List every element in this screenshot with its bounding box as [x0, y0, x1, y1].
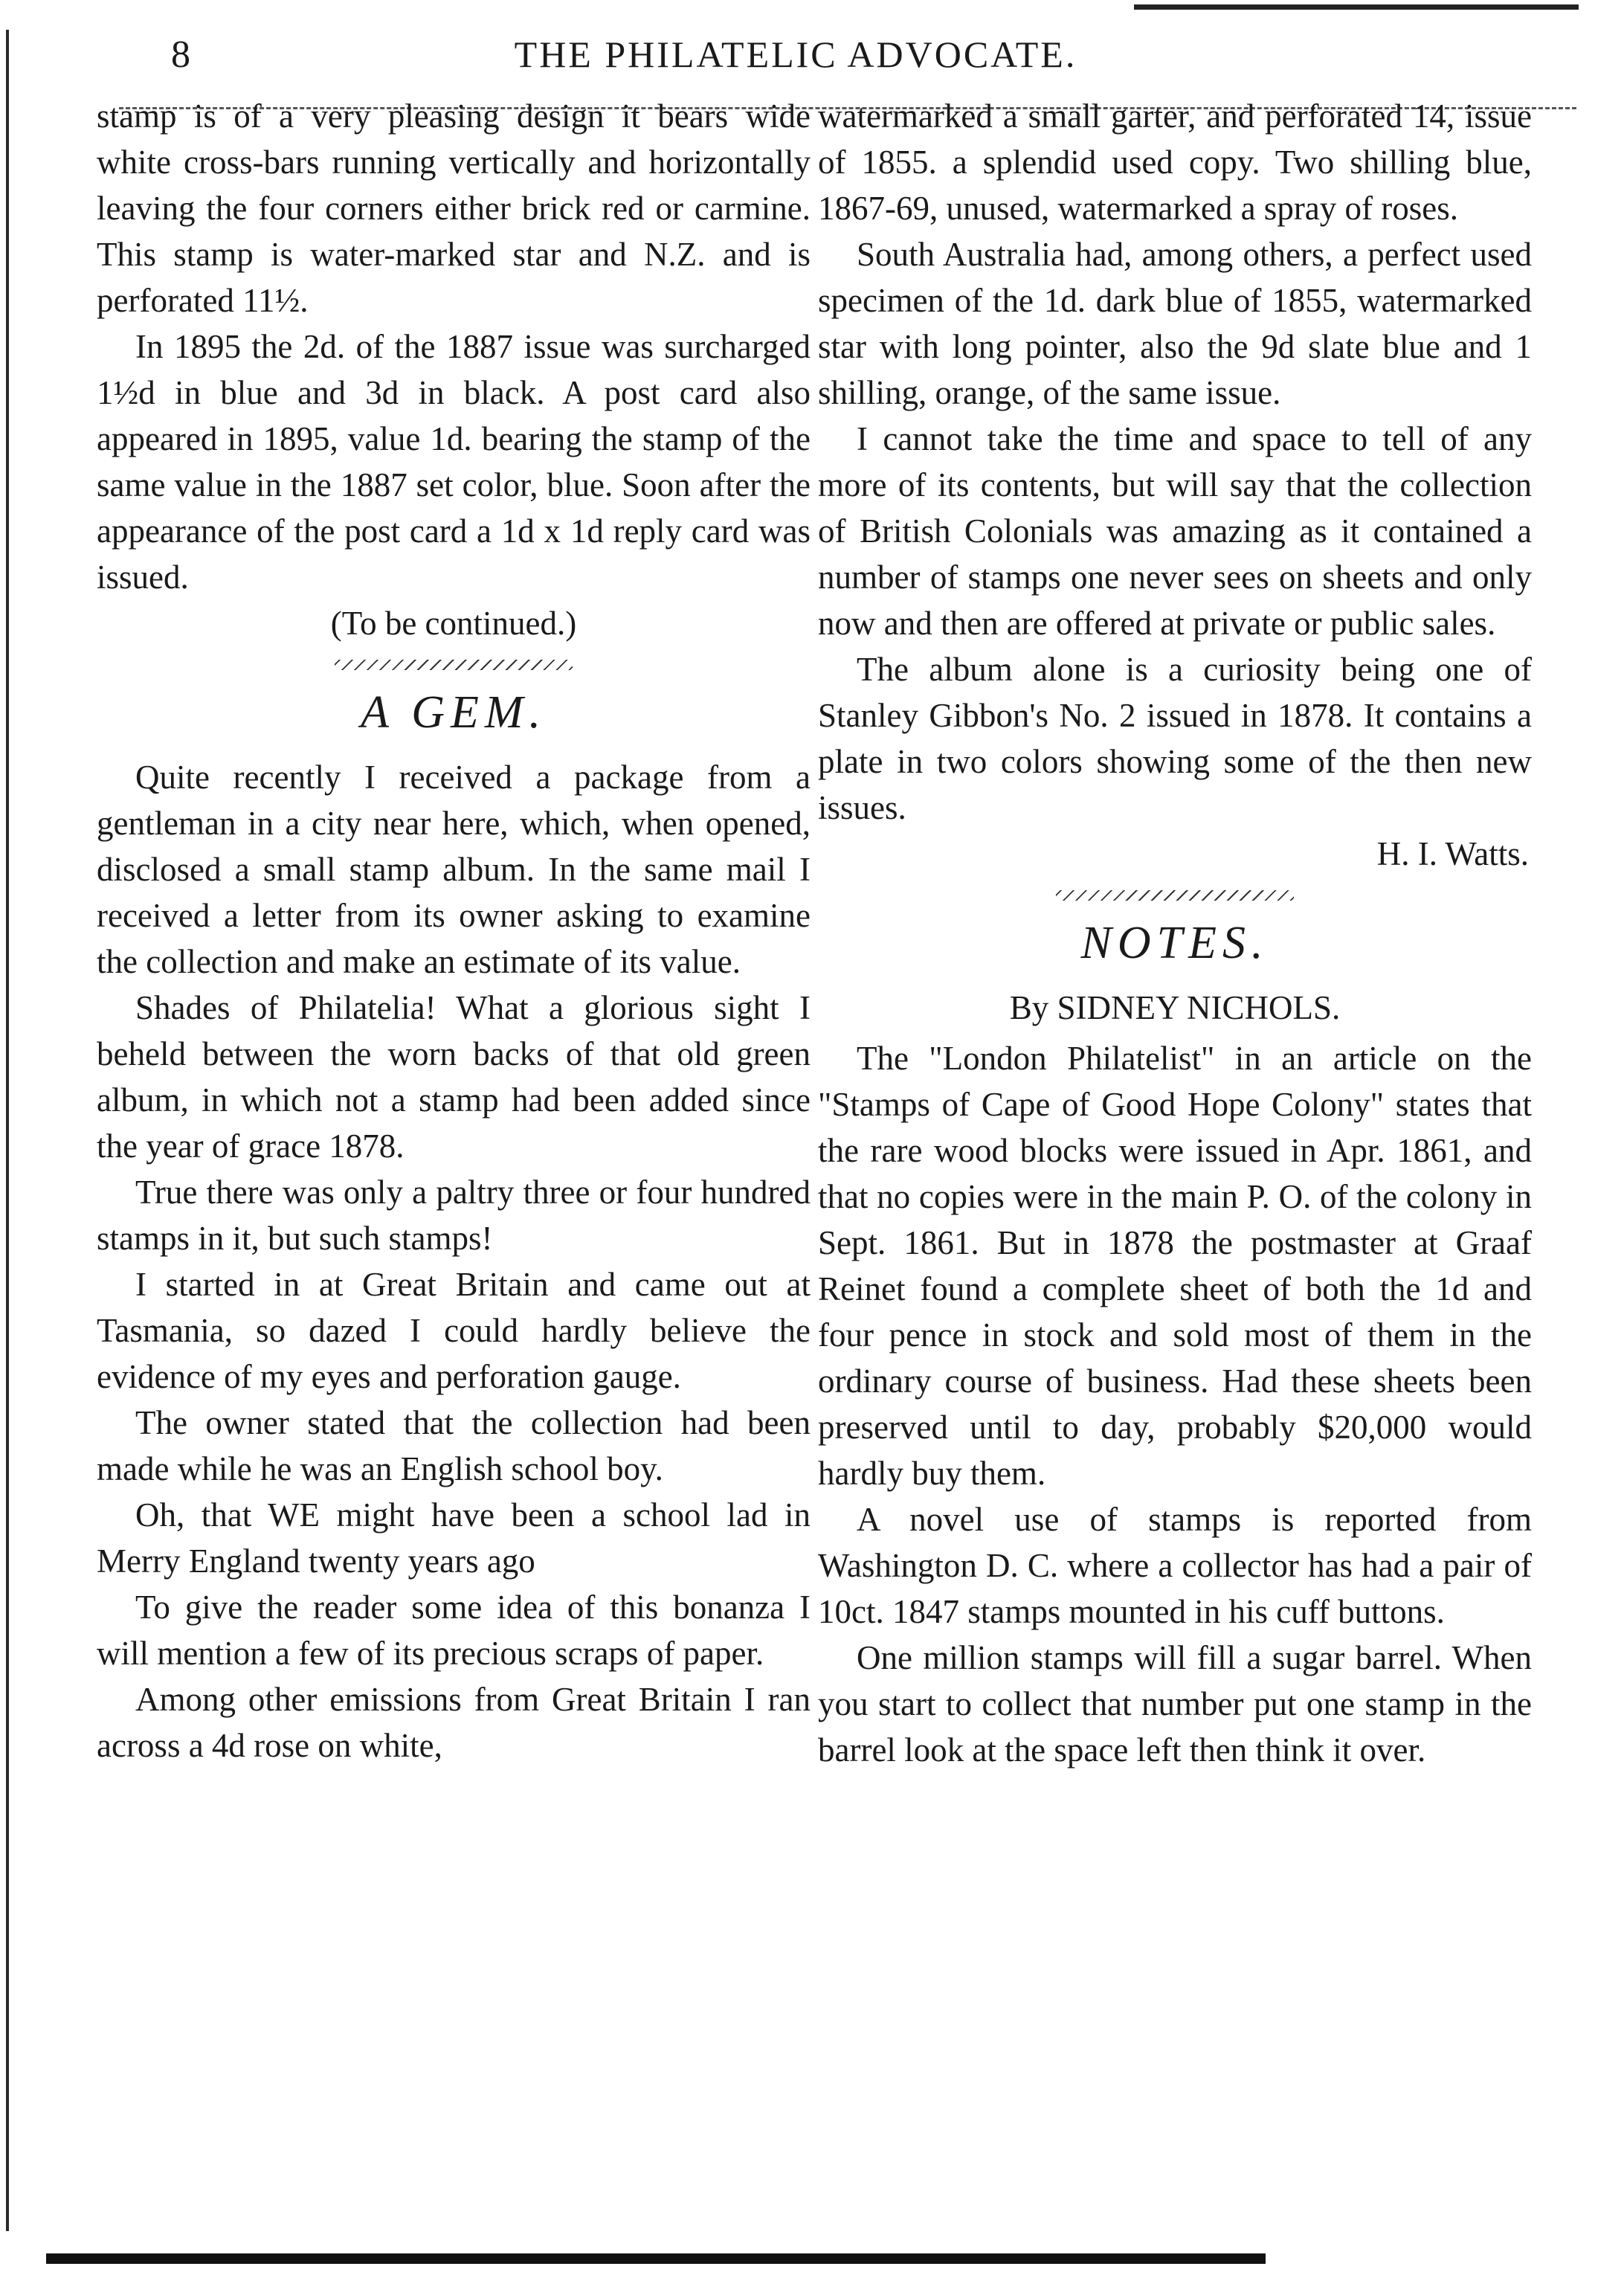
- article-paragraph: One million stamps will fill a sugar barrel. When you start to collect that number put one stamp in the barrel look at the space left then think it over.: [818, 1639, 1532, 1769]
- article-paragraph: In 1895 the 2d. of the 1887 issue was surcharged 1½d in blue and 3d in black. A post card also appeared in 1895, value 1d. bearing the stamp of the same value in the 1887 set color, blue. Soon after the appearance of the post card a 1d x 1d reply card was issued.: [97, 328, 811, 596]
- article-paragraph: A novel use of stamps is reported from Washington D. C. where a collector has had a pair of 10ct. 1847 stamps mounted in his cuff buttons.: [818, 1501, 1532, 1630]
- article-paragraph: Oh, that WE might have been a school lad in Merry England twenty years ago: [97, 1496, 811, 1580]
- article-paragraph: South Australia had, among others, a perfect used specimen of the 1d. dark blue of 1855, watermarked star with long pointer, also the 9d slate blue and 1 shilling, orange, of the same issue.: [818, 236, 1532, 411]
- left-page-edge: [6, 30, 9, 2231]
- right-column: [818, 93, 1532, 1773]
- wavy-divider: [1056, 890, 1294, 901]
- continued-note: (To be continued.): [330, 605, 577, 642]
- section-title-a-gem: A GEM.: [360, 687, 547, 738]
- journal-title: THE PHILATELIC ADVOCATE.: [514, 33, 1077, 75]
- article-paragraph: I cannot take the time and space to tell of any more of its contents, but will say that the collection of British Colonials was amazing as it contained a number of stamps one never sees on sheets and only now and then are offered at private or public sales.: [818, 420, 1532, 642]
- article-paragraph: watermarked a small garter, and perforated 14, issue of 1855. a splendid used copy. Two shilling blue, 1867-69, unused, watermarked a spray of roses.: [818, 97, 1532, 227]
- article-paragraph: stamp is of a very pleasing design it bears wide white cross-bars running vertically and horizontally leaving the four corners either brick red or carmine. This stamp is water-marked star and N.Z. and is perforated 11½.: [97, 97, 811, 319]
- page-number: 8: [171, 33, 190, 76]
- article-paragraph: To give the reader some idea of this bonanza I will mention a few of its precious scraps of paper.: [97, 1589, 811, 1672]
- author-signature: H. I. Watts.: [1376, 835, 1529, 872]
- top-page-edge: [1134, 4, 1579, 10]
- article-paragraph: The album alone is a curiosity being one of Stanley Gibbon's No. 2 issued in 1878. It contains a plate in two colors showing some of the then new issues.: [818, 651, 1532, 826]
- left-column: [97, 93, 811, 1769]
- article-paragraph: True there was only a paltry three or four hundred stamps in it, but such stamps!: [97, 1174, 811, 1257]
- section-title-notes: NOTES.: [1080, 918, 1269, 968]
- article-paragraph: Among other emissions from Great Britain I ran across a 4d rose on white,: [97, 1681, 811, 1764]
- article-paragraph: Shades of Philatelia! What a glorious sight I beheld between the worn backs of that old green album, in which not a stamp had been added since the year of grace 1878.: [97, 989, 811, 1165]
- page-header: [45, 33, 1547, 85]
- bottom-rule: [46, 2253, 1266, 2264]
- wavy-divider: [335, 660, 573, 670]
- article-paragraph: The owner stated that the collection had been made while he was an English school boy.: [97, 1404, 811, 1487]
- article-paragraph: The "London Philatelist" in an article on the "Stamps of Cape of Good Hope Colony" states that the rare wood blocks were issued in Apr. 1861, and that no copies were in the main P. O. of the colony in Sept. 1861. But in 1878 the postmaster at Graaf Reinet found a complete sheet of both the 1d and four pence in stock and sold most of them in the ordinary course of business. Had these sheets been preserved until to day, probably $20,000 would hardly buy them.: [818, 1040, 1532, 1492]
- article-paragraph: I started in at Great Britain and came out at Tasmania, so dazed I could hardly believe the evidence of my eyes and perforation gauge.: [97, 1266, 811, 1395]
- byline: By SIDNEY NICHOLS.: [1009, 989, 1341, 1026]
- article-paragraph: Quite recently I received a package from a gentleman in a city near here, which, when opened, disclosed a small stamp album. In the same mail I received a letter from its owner asking to examine the collection and make an estimate of its value.: [97, 759, 811, 980]
